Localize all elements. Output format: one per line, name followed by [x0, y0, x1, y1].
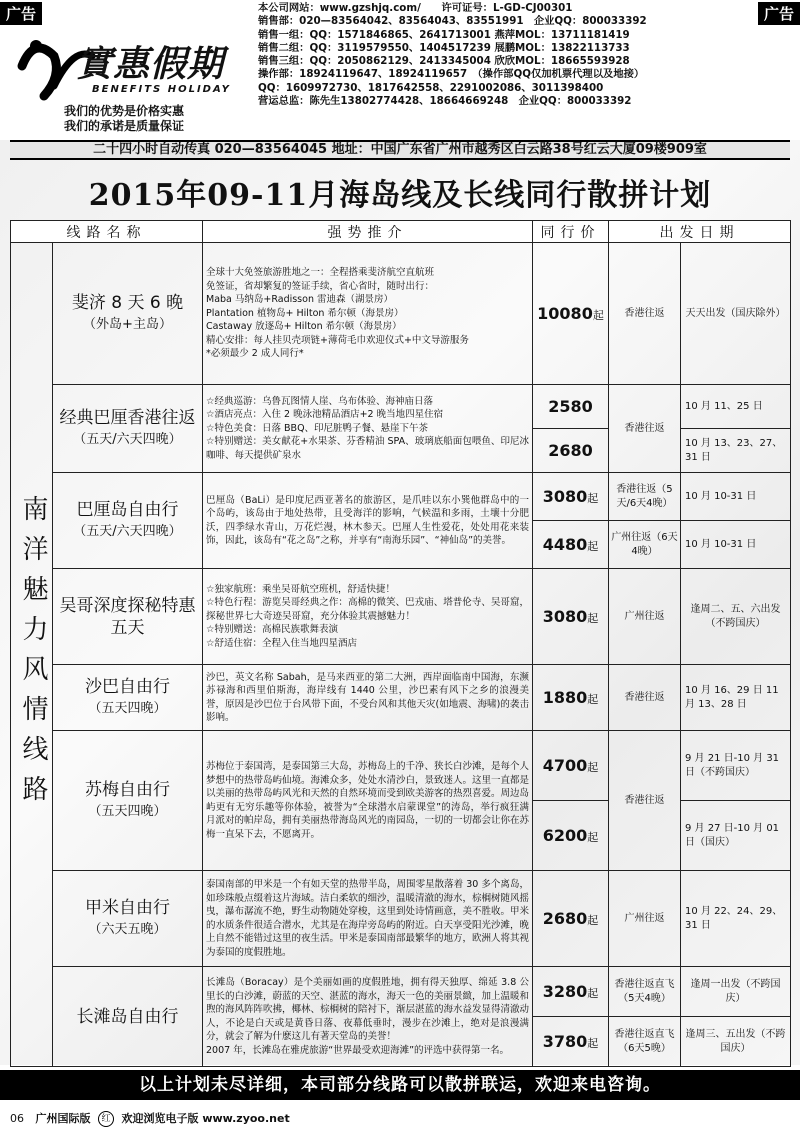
table-row [11, 871, 791, 967]
description-line: ☆经典巡游：乌鲁瓦图情人崖、乌布体验、海神庙日落 [206, 395, 434, 407]
price-cell [533, 521, 609, 569]
description-line: ☆舒适住宿：全程入住当地四星酒店 [206, 637, 358, 649]
description-line: 2007 年，长滩岛在雅虎旅游“世界最受欢迎海滩”的评选中获得第一名。 [206, 1044, 510, 1056]
departure-city: 香港往返直飞（5天4晚） [609, 967, 681, 1017]
route-name: 吴哥深度探秘特惠五天 [59, 595, 196, 638]
price-value: 3780 [542, 1032, 588, 1051]
route-name-cell [53, 473, 203, 569]
price-unit: 起 [587, 540, 599, 553]
publication-name: 广州国际版 [35, 1112, 91, 1125]
table-row [11, 569, 791, 665]
table-row [11, 473, 791, 521]
route-name: 甲米自由行 [85, 897, 170, 918]
departure-dates: 逢周二、五、六出发（不跨国庆） [681, 569, 791, 665]
header-highlights: 强势推介 [203, 221, 533, 243]
description-line: ☆特别赠送：美女献花+水果茶、芬香精油 SPA、玻璃底船面包喂鱼、印尼冰咖啡、每天提供矿泉水 [206, 436, 529, 461]
departure-city: 香港往返（5天/6天4晚） [609, 473, 681, 521]
page-title: 2015年09-11月海岛线及长线同行散拼计划 [88, 178, 712, 213]
route-name-cell [53, 665, 203, 731]
departure-dates: 10 月 16、29 日 11 月 13、28 日 [681, 665, 791, 731]
description-line: 泰国南部的甲米是一个有如天堂的热带半岛，周围零星散落着 30 多个离岛，如珍珠般点缀着这片海域。洁白柔软的细沙，温暖清澈的海水，棕榈树随风摇曳，瀑布潺流不绝，野生动物随处穿梭，这里到处诗情画意，美不胜收。甲米的水质条件很适合潜水，尤其是在海岸旁岛屿的附近。白天享受阳光沙滩，晚上自然不能错过这里的夜生活。甲米是泰国南部最繁华的地方，欧洲人将其视为泰国的度假胜地。 [206, 879, 530, 958]
route-description [203, 665, 533, 731]
contact-line: 本公司网站：www.gzshjq.com/ 许可证号：L-GD-CJ00301 [258, 2, 573, 14]
route-description [203, 871, 533, 967]
price-value: 1880 [542, 688, 588, 707]
price-unit: 起 [587, 693, 599, 706]
description-line: ☆特色美食：日落 BBQ、印尼脏鸭子餐、悬崖下午茶 [206, 422, 429, 434]
price-unit: 起 [587, 612, 599, 625]
price-value: 2680 [542, 909, 588, 928]
table-header-row [11, 221, 791, 243]
departure-dates: 逢周三、五出发（不跨国庆） [681, 1017, 791, 1067]
table-row [11, 385, 791, 429]
price-value: 2680 [548, 441, 593, 460]
price-value: 3280 [542, 982, 588, 1001]
category-label [11, 243, 53, 1067]
route-description [203, 473, 533, 569]
logo-text-en: BENEFITS HOLIDAY [92, 84, 231, 95]
contact-line: 销售部：020—83564042、83564043、83551991 企业QQ：800033392 [258, 15, 647, 28]
departure-dates: 9 月 27 日-10 月 01 日（国庆） [681, 801, 791, 871]
description-line: 沙巴，英文名称 Sabah，是马来西亚的第二大洲，西岸面临南中国海，东濒苏禄海和西里伯斯海，海岸线有 1440 公里，沙巴素有风下之乡的浪漫美誉，原因是沙巴位于台风带下面，不受台风和其他天灾(如地震、海啸)的袭击影响。 [206, 671, 529, 723]
price-value: 3080 [542, 487, 588, 506]
route-name-cell [53, 569, 203, 665]
description-line: 苏梅位于泰国湾，是泰国第三大岛，苏梅岛上的千净、狭长白沙滩，是每个人梦想中的热带岛屿仙境。海滩众多，处处水清沙白，景致迷人。这里一直都是以美丽的热带岛屿风光和天然的自然环境而受到欧美游客的热烈喜爱。周边岛屿更有无穷乐趣等你体验，被誉为“全球潜水启蒙课堂”的涛岛，举行疯狂满月派对的帕岸岛，拥有美丽热带海岛风光的南园岛，一切的一切都会让你在苏梅一直呆下去，不愿离开。 [206, 761, 530, 840]
departure-dates: 9 月 21 日-10 月 31 日（不跨国庆） [681, 731, 791, 801]
website-link[interactable]: 欢迎浏览电子版 www.zyoo.net [121, 1112, 290, 1125]
table-row [11, 665, 791, 731]
description-line: Castaway 放逐岛+ Hilton 希尔顿（海景房） [206, 321, 402, 333]
route-name-cell [53, 731, 203, 871]
departure-dates: 逢周一出发（不跨国庆） [681, 967, 791, 1017]
description-line: *必须最少 2 成人同行* [206, 348, 304, 360]
description-line: 精心安排：每人挂贝壳项链+薄荷毛巾欢迎仪式+中文导游服务 [206, 334, 469, 346]
company-logo [14, 26, 244, 104]
contact-line: QQ：1609972730、1817642558、2291002086、3011398400 [258, 81, 604, 94]
departure-city: 香港往返 [609, 385, 681, 473]
table-row [11, 243, 791, 385]
table-row [11, 967, 791, 1017]
departure-city: 广州往返（6天4晚） [609, 521, 681, 569]
route-duration: （五天四晚） [88, 700, 167, 716]
route-duration: （六天五晚） [88, 921, 167, 937]
route-name: 沙巴自由行 [85, 676, 170, 697]
departure-dates: 10 月 11、25 日 [681, 385, 791, 429]
contact-info [258, 2, 758, 108]
route-description [203, 385, 533, 473]
description-line: Plantation 植物岛+ Hilton 希尔顿（海景房） [206, 307, 404, 319]
table-row [11, 731, 791, 801]
departure-city: 广州往返 [609, 871, 681, 967]
header-departure: 出发日期 [609, 221, 791, 243]
route-description [203, 967, 533, 1067]
price-cell [533, 801, 609, 871]
route-duration: （五天/六天四晚） [73, 431, 182, 447]
departure-dates: 天天出发（国庆除外） [681, 243, 791, 385]
departure-city: 广州往返 [609, 569, 681, 665]
route-duration: （外岛+主岛） [83, 316, 172, 332]
slogan-line: 我们的优势是价格实惠 [64, 104, 185, 118]
page-number: 06 [10, 1112, 24, 1125]
route-duration: （五天四晚） [88, 803, 167, 819]
slogan-line: 我们的承诺是质量保证 [64, 119, 185, 133]
publication-icon: 红 [98, 1111, 114, 1127]
description-line: 全球十大免签旅游胜地之一：全程搭乘斐济航空直航班 [206, 267, 435, 279]
departure-city: 香港往返 [609, 665, 681, 731]
contact-line: 营运总监：陈先生13802774428、18664669248 企业QQ：800033392 [258, 95, 632, 108]
route-description [203, 243, 533, 385]
price-cell [533, 967, 609, 1017]
contact-line: 销售三组：QQ：2050862129、2413345004 欣欣MOL：18665593928 [258, 55, 630, 68]
departure-dates: 10 月 13、23、27、31 日 [681, 429, 791, 473]
ad-label-left: 广告 [0, 2, 42, 25]
departure-dates: 10 月 10-31 日 [681, 521, 791, 569]
route-duration: （五天/六天四晚） [73, 523, 182, 539]
route-name: 斐济 8 天 6 晚 [71, 292, 184, 313]
description-line: Maba 马纳岛+Radisson 雷迪森（湖景房） [206, 294, 393, 306]
description-line: ☆酒店亮点：入住 2 晚泳池精品酒店+2 晚当地四星住宿 [206, 409, 444, 421]
price-value: 10080 [537, 304, 593, 323]
description-line: 长滩岛（Boracay）是个美丽如画的度假胜地，拥有得天独厚、绵延 3.8 公里长的白沙滩，蔚蓝的天空、湛蓝的海水，海天一色的美丽景緻，加上温暖和煦的海风阵阵吹拂，椰林、棕榈树的陪衬下，渐层湛蓝的海水益发显得清澈动人，不论是白天或是黄昏日落、夜幕低垂时，漫步在沙滩上，绝对是浪漫满分，就会了解为什麽这儿有著天堂岛的美誉！ [206, 977, 530, 1042]
route-name: 苏梅自由行 [85, 779, 170, 800]
contact-line: 销售一组：QQ：1571846865、2641713001 燕萍MOL：13711181419 [258, 28, 630, 41]
price-value: 4480 [542, 535, 588, 554]
description-line: ☆特色行程：游览吴哥经典之作：高棉的微笑、巴戎庙、塔普伦寺、吴哥窟，探秘世界七大奇迹吴哥窟，充分体验其震撼魅力！ [206, 597, 529, 622]
fax-address-bar: 二十四小时自动传真 020—83564045 地址：中国广东省广州市越秀区白云路38号红云大厦09楼909室 [10, 140, 790, 160]
price-unit: 起 [587, 761, 599, 774]
routes-table [10, 220, 791, 1067]
slogan [64, 104, 184, 134]
route-description [203, 569, 533, 665]
price-value: 3080 [542, 607, 588, 626]
price-unit: 起 [592, 309, 604, 322]
price-value: 4700 [542, 756, 588, 775]
category-text: 南洋魅力风情线路 [18, 494, 48, 815]
header-route-name: 线路名称 [11, 221, 203, 243]
price-unit: 起 [587, 1037, 599, 1050]
route-name-cell [53, 967, 203, 1067]
price-cell [533, 243, 609, 385]
price-cell [533, 429, 609, 473]
price-unit: 起 [587, 492, 599, 505]
route-name-cell [53, 243, 203, 385]
price-cell [533, 1017, 609, 1067]
price-unit: 起 [587, 987, 599, 1000]
price-value: 2580 [548, 397, 593, 416]
price-unit: 起 [587, 831, 599, 844]
description-line: 免签证，省却繁复的签证手续，省心省时，随时出行： [206, 280, 435, 292]
price-cell [533, 473, 609, 521]
price-cell [533, 385, 609, 429]
price-cell [533, 871, 609, 967]
ad-label-right: 广告 [758, 2, 800, 25]
departure-dates: 10 月 22、24、29、31 日 [681, 871, 791, 967]
route-name: 经典巴厘香港往返 [59, 407, 196, 428]
departure-dates: 10 月 10-31 日 [681, 473, 791, 521]
route-name-cell [53, 385, 203, 473]
route-description [203, 731, 533, 871]
description-line: ☆特别赠送：高棉民族歌舞表演 [206, 624, 339, 636]
contact-line: 操作部：18924119647、18924119657 （操作部QQ仅加机票代理以及地接） [258, 68, 645, 81]
departure-city: 香港往返直飞（6天5晚） [609, 1017, 681, 1067]
header-price: 同行价 [533, 221, 609, 243]
departure-city: 香港往返 [609, 731, 681, 871]
price-value: 6200 [542, 826, 588, 845]
price-cell [533, 569, 609, 665]
route-name: 巴厘岛自由行 [76, 499, 179, 520]
price-cell [533, 665, 609, 731]
route-name-cell [53, 871, 203, 967]
contact-line: 销售二组：QQ：3119579550、1404517239 展鹏MOL：13822113733 [258, 41, 630, 54]
bottom-notice: 以上计划未尽详细，本司部分线路可以散拼联运，欢迎来电咨询。 [0, 1070, 800, 1100]
logo-text-cn: 實惠假期 [76, 43, 225, 85]
departure-city: 香港往返 [609, 243, 681, 385]
description-line: 巴厘岛（BaLi）是印度尼西亚著名的旅游区，是爪哇以东小巽他群岛中的一个岛屿，该岛由于地处热带，且受海洋的影响，气候温和多雨，土壤十分肥沃，四季绿水青山，万花烂漫，林木参天。巴厘人生性爱花，处处用花来装饰，因此，该岛有“花之岛”之称，并享有“南海乐园”、“神仙岛”的美誉。 [206, 494, 529, 546]
page-footer [10, 1110, 290, 1127]
price-cell [533, 731, 609, 801]
price-unit: 起 [587, 914, 599, 927]
route-name: 长滩岛自由行 [76, 1006, 179, 1027]
description-line: ☆独家航班：乘坐吴哥航空班机，舒适快捷！ [206, 583, 396, 595]
